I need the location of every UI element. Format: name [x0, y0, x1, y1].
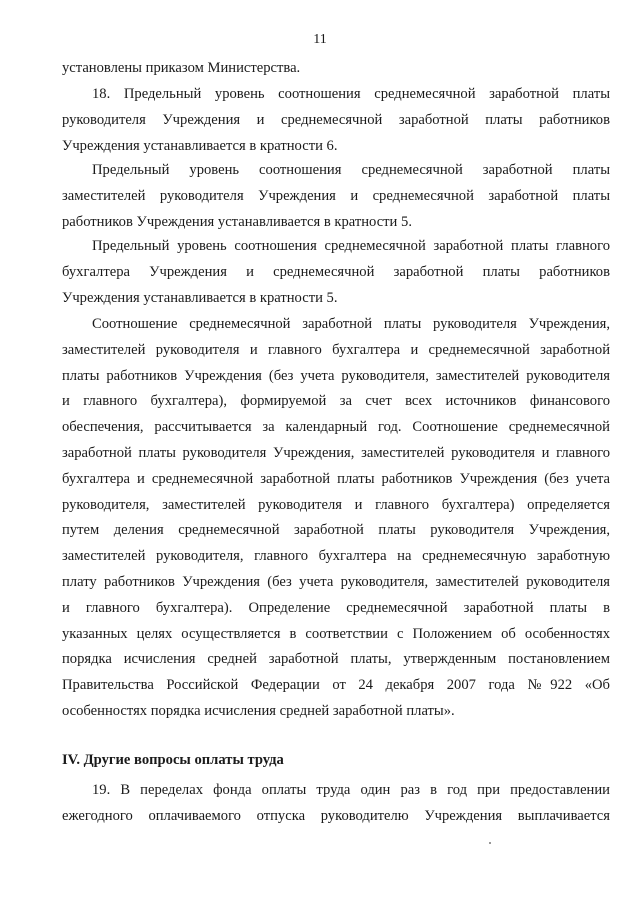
text-line: 18. Предельный уровень соотношения среднемесячной заработной платы: [92, 86, 610, 102]
text-line: заместителей руководителя, главного бухгалтера на среднемесячную заработную: [62, 548, 610, 565]
text-line: руководителя Учреждения и среднемесячной заработной платы работников: [62, 111, 610, 128]
text-line: платы работников Учреждения (без учета руководителя, заместителей руководителя: [62, 367, 610, 384]
text-line: работников Учреждения устанавливается в кратности 5.: [62, 213, 412, 230]
text-line: указанных целях осуществляется в соответствии с Положением об особенностях: [62, 625, 610, 642]
text-line: порядка исчисления средней заработной платы, утвержденным постановлением: [62, 651, 610, 668]
text-line: и главного бухгалтера), формируемой за счет всех источников финансового: [62, 393, 610, 410]
text-line: особенностях порядка исчисления средней заработной платы».: [62, 702, 455, 719]
text-line: заместителей руководителя и главного бухгалтера и среднемесячной заработной: [62, 341, 610, 358]
text-line: ежегодного оплачиваемого отпуска руководителю Учреждения выплачивается: [62, 807, 610, 824]
text-line: обеспечения, рассчитывается за календарный год. Соотношение среднемесячной: [62, 419, 610, 436]
page-number: 11: [313, 32, 327, 47]
text-line: 19. В переделах фонда оплаты труда один раз в год при предоставлении: [92, 782, 610, 798]
text-line: бухгалтера Учреждения и среднемесячной заработной платы работников: [62, 263, 610, 280]
scan-speck: [489, 842, 491, 844]
text-line: Предельный уровень соотношения среднемесячной заработной платы: [92, 162, 610, 178]
text-line: путем деления среднемесячной заработной платы руководителя Учреждения,: [62, 522, 610, 539]
text-line: плату работников Учреждения (без учета руководителя, заместителей руководителя: [62, 573, 610, 590]
text-line: заместителей руководителя Учреждения и среднемесячной заработной платы: [62, 187, 610, 204]
paragraph-ratio: [62, 312, 610, 725]
text-line: заработной платы руководителя Учреждения, заместителей руководителя и главного: [62, 444, 610, 461]
text-line: Правительства Российской Федерации от 24 декабря 2007 года №922 «Об: [62, 677, 610, 694]
paragraph-18: [62, 82, 610, 159]
intro-text: [62, 56, 610, 82]
text-line: руководителя, заместителей руководителя и главного бухгалтера) определяется: [62, 496, 610, 513]
paragraph-deputies: [62, 158, 610, 235]
text-line: Учреждения устанавливается в кратности 5.: [62, 289, 338, 306]
text-line: бухгалтера и среднемесячной заработной платы работников Учреждения (без учета: [62, 470, 610, 487]
paragraph-19: [62, 778, 610, 830]
text-line: Соотношение среднемесячной заработной платы руководителя Учреждения,: [92, 316, 610, 332]
text-line: Учреждения устанавливается в кратности 6.: [62, 137, 338, 154]
text-line: и главного бухгалтера). Определение среднемесячной заработной платы в: [62, 599, 610, 616]
text-line: установлены приказом Министерства.: [62, 60, 301, 76]
section-heading: IV. Другие вопросы оплаты труда: [62, 752, 284, 768]
text-line: Предельный уровень соотношения среднемесячной заработной платы главного: [92, 238, 610, 254]
paragraph-accountant: [62, 234, 610, 311]
